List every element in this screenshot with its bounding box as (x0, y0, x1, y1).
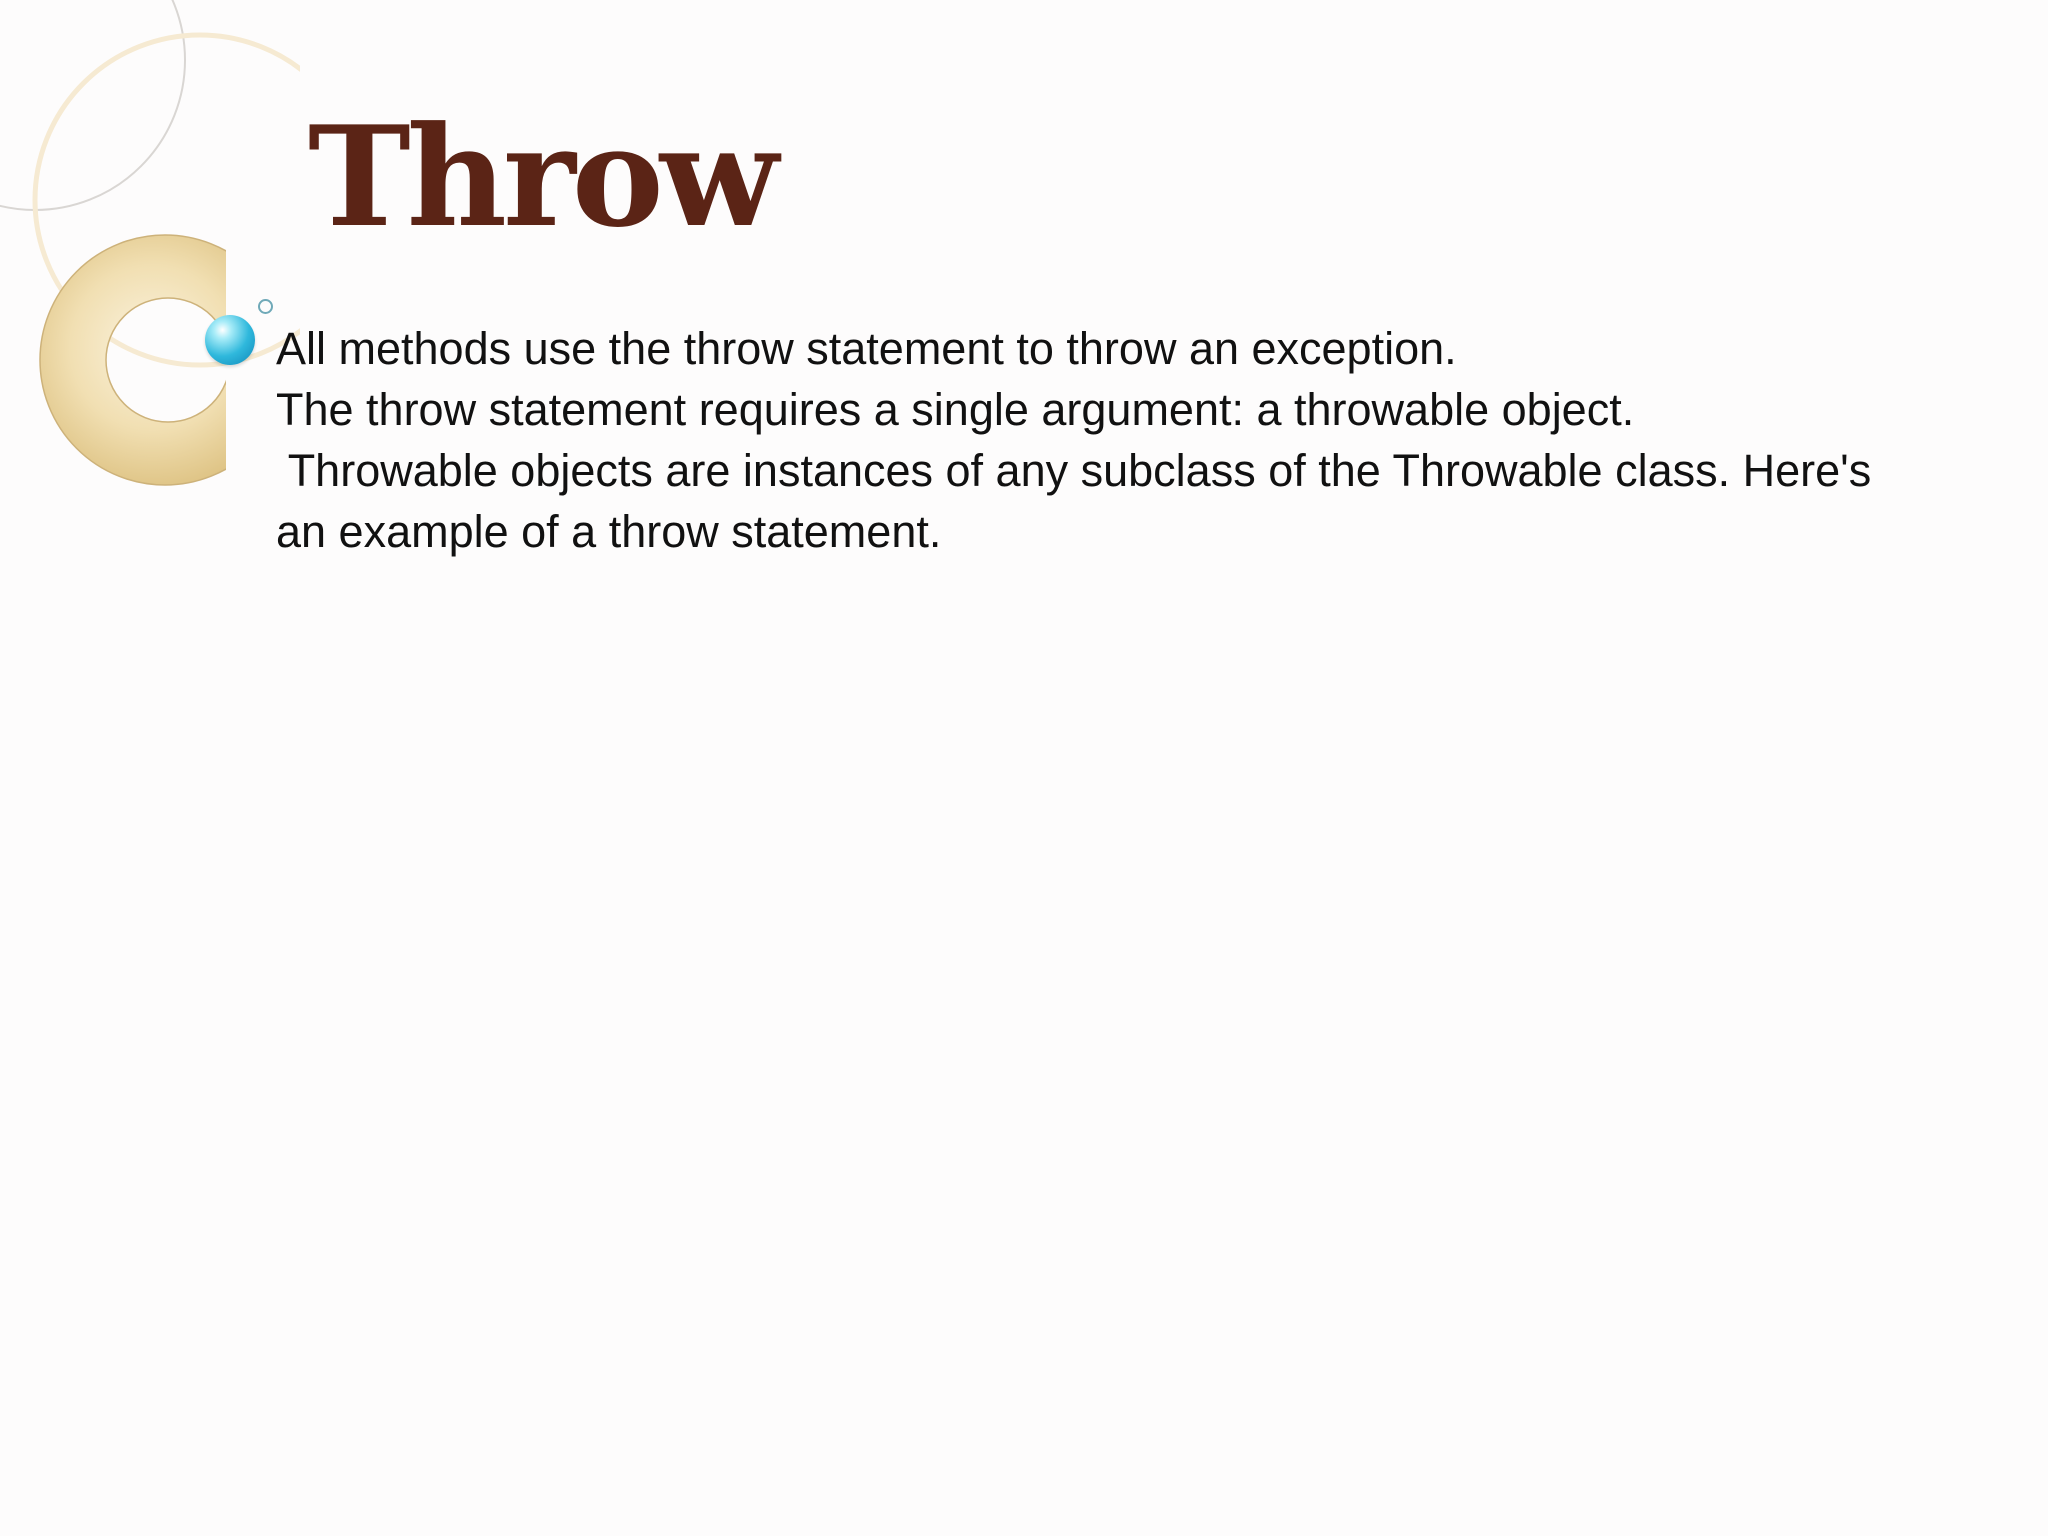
blue-sphere-bullet-icon (205, 315, 255, 365)
decorative-rings-graphic (0, 0, 300, 560)
small-ring-icon (258, 299, 273, 314)
body-line: All methods use the throw statement to throw an exception. (276, 323, 1457, 374)
slide-title: Throw (308, 95, 775, 258)
body-line: Throwable objects are instances of any subclass of the Throwable class. Here's (276, 445, 1872, 496)
body-line: The throw statement requires a single argument: a throwable object. (276, 384, 1635, 435)
slide-body-text (276, 318, 1936, 562)
body-line: an example of a throw statement. (276, 506, 942, 557)
